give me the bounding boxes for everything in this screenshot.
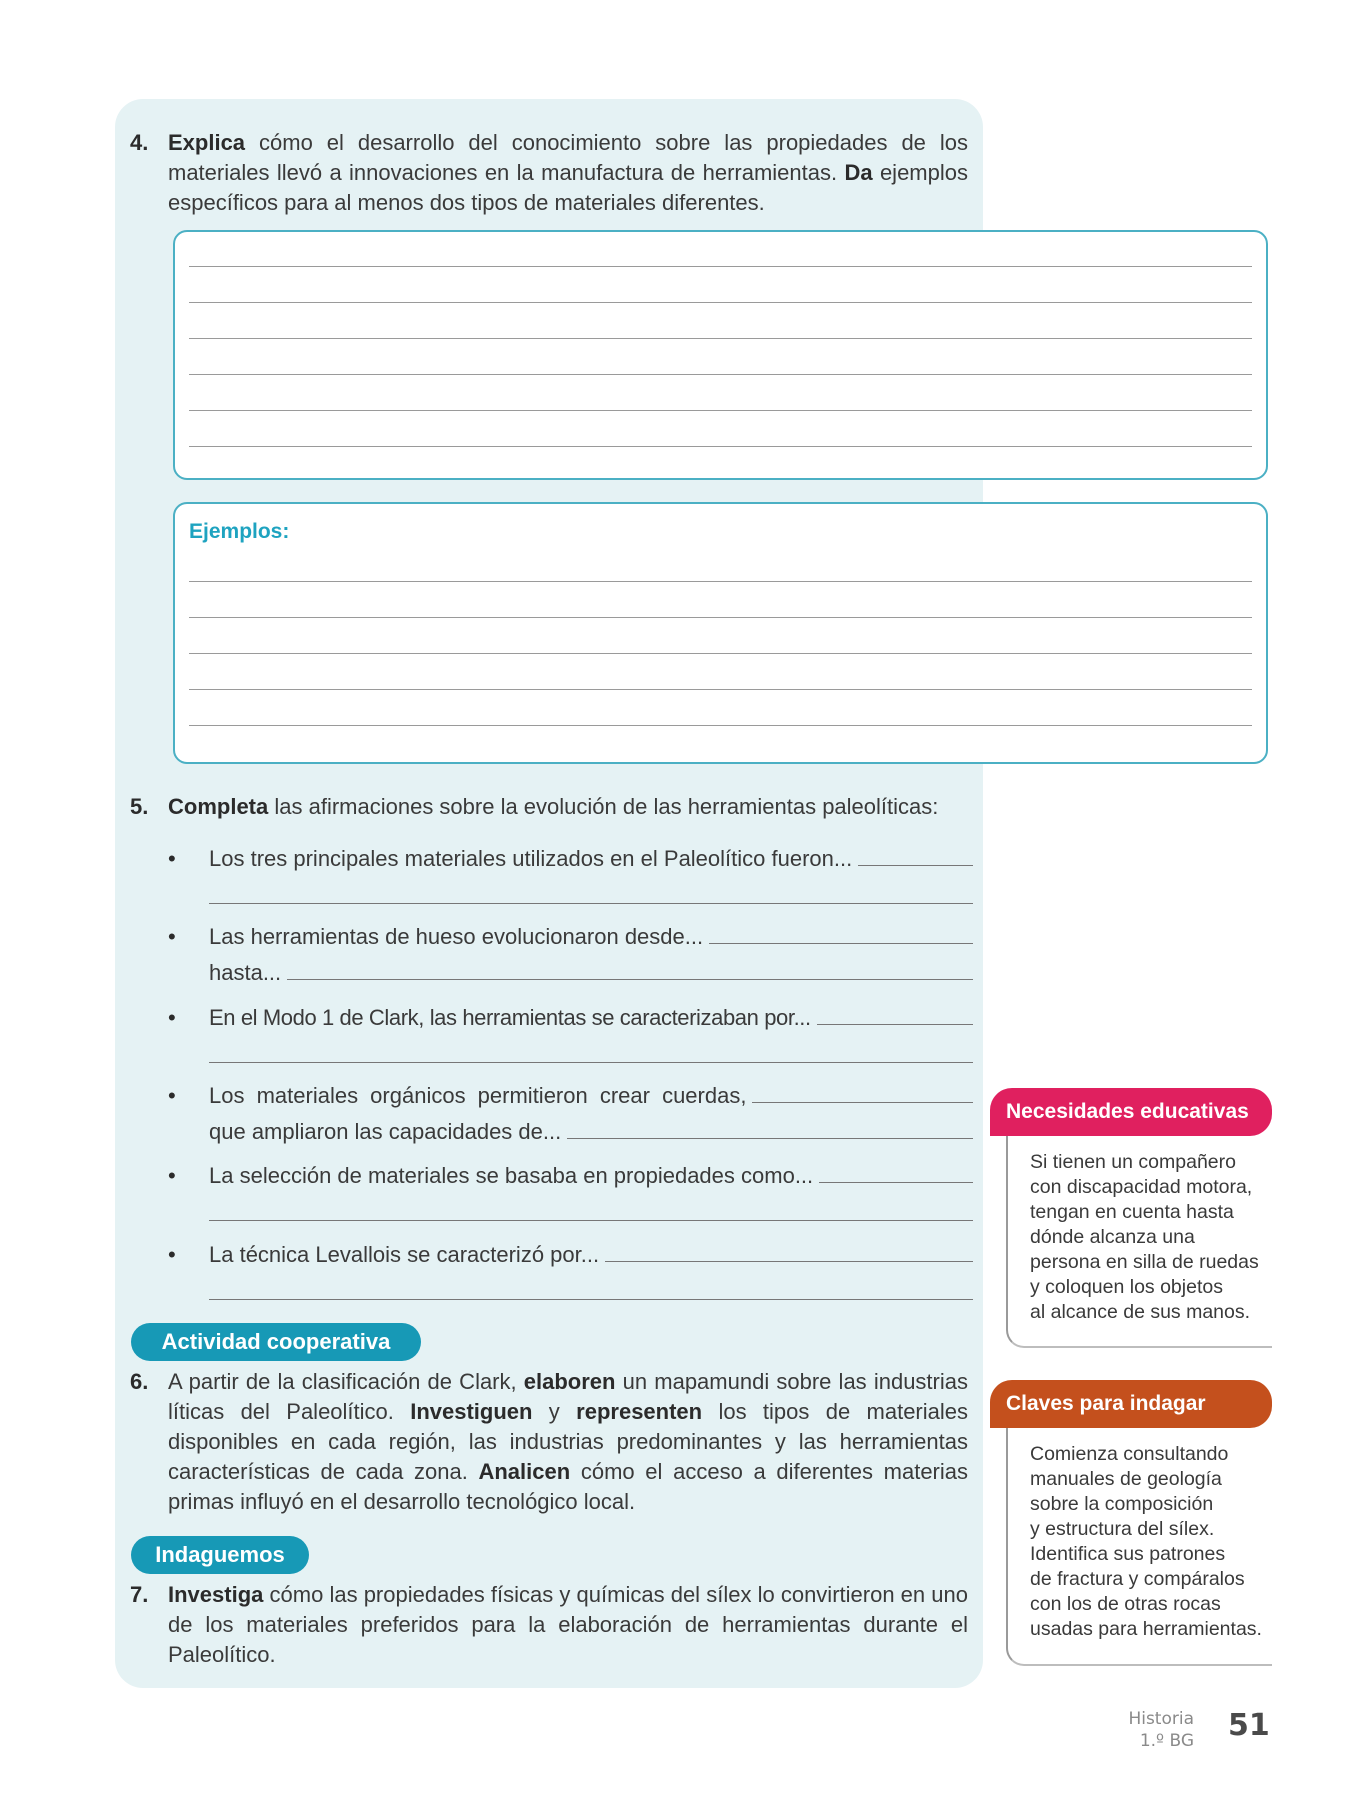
- blank-field[interactable]: [858, 842, 973, 866]
- answer-box-examples[interactable]: [173, 502, 1268, 764]
- inquiry-label: Indaguemos: [131, 1536, 309, 1574]
- blank-field[interactable]: [287, 956, 973, 980]
- instruction-verb: Explica: [168, 130, 246, 155]
- writing-line: [189, 581, 1252, 582]
- question-6: 6. A partir de la clasificación de Clark, elaboren un mapamundi sobre las industrias líticas del Paleolítico. Investiguen y representen los tipos de materiales disponibles en cada región, las industrias predominantes y las herramientas características de cada zona. Analicen cómo el acceso a diferentes materias primas influyó en el desarrollo tecnológico local.: [130, 1369, 969, 1514]
- bullet-icon: •: [168, 846, 176, 871]
- blank-field[interactable]: [819, 1159, 973, 1183]
- bullet-icon: •: [168, 1083, 176, 1108]
- bullet-item: • Los materiales orgánicos permitieron crear cuerdas, que ampliaron las capacidades de...: [168, 1078, 973, 1150]
- blank-field[interactable]: [209, 1220, 973, 1221]
- examples-title: Ejemplos:: [189, 520, 290, 543]
- blank-field[interactable]: [567, 1115, 973, 1139]
- question-number: 4.: [130, 130, 149, 155]
- instruction-verb: Investiga: [168, 1582, 264, 1607]
- bullet-item: • Las herramientas de hueso evolucionaron desde... hasta...: [168, 919, 973, 991]
- blank-field[interactable]: [752, 1079, 973, 1103]
- bullet-icon: •: [168, 924, 176, 949]
- bullet-icon: •: [168, 1005, 176, 1030]
- bullet-icon: •: [168, 1242, 176, 1267]
- footer-grade: 1.º BG: [1139, 1731, 1194, 1751]
- writing-line: [189, 410, 1252, 411]
- writing-line: [189, 653, 1252, 654]
- blank-field[interactable]: [209, 903, 973, 904]
- instruction-verb: Completa: [168, 794, 269, 819]
- blank-field[interactable]: [209, 1299, 973, 1300]
- answer-box-explanation[interactable]: [173, 230, 1268, 480]
- bullet-item: • Los tres principales materiales utilizados en el Paleolítico fueron...: [168, 841, 973, 911]
- writing-line: [189, 266, 1252, 267]
- writing-line: [189, 617, 1252, 618]
- blank-field[interactable]: [605, 1238, 973, 1262]
- writing-line: [189, 374, 1252, 375]
- question-7: 7. Investiga cómo las propiedades físicas y químicas del sílex lo convirtieron en uno de los materiales preferidos para la elaboración de herramientas durante el Paleolítico.: [130, 1582, 968, 1667]
- inquiry-keys-note: Comienza consultando manuales de geología sobre la composición y estructura del sílex. Identifica sus patrones de fractura y compáralos con los de otras rocas usadas para herramientas.: [1006, 1428, 1272, 1666]
- blank-field[interactable]: [209, 1062, 973, 1063]
- bullet-icon: •: [168, 1163, 176, 1188]
- page-number: 51: [1228, 1708, 1270, 1743]
- blank-field[interactable]: [817, 1001, 973, 1025]
- question-number: 5.: [130, 794, 149, 819]
- question-number: 6.: [130, 1369, 149, 1394]
- blank-field[interactable]: [709, 920, 973, 944]
- instruction-verb: Da: [844, 160, 873, 185]
- writing-line: [189, 338, 1252, 339]
- writing-line: [189, 446, 1252, 447]
- cooperative-activity-label: Actividad cooperativa: [131, 1323, 421, 1361]
- question-5: 5. Completa las afirmaciones sobre la evolución de las herramientas paleolíticas:: [168, 792, 968, 822]
- question-number: 7.: [130, 1582, 149, 1607]
- bullet-item: • La selección de materiales se basaba en propiedades como...: [168, 1158, 973, 1228]
- footer-subject: Historia: [1128, 1709, 1194, 1729]
- writing-line: [189, 689, 1252, 690]
- special-needs-title: Necesidades educativas: [990, 1088, 1272, 1136]
- writing-line: [189, 725, 1252, 726]
- bullet-item: • En el Modo 1 de Clark, las herramientas se caracterizaban por...: [168, 1000, 973, 1070]
- special-needs-note: Si tienen un compañero con discapacidad motora, tengan en cuenta hasta dónde alcanza una persona en silla de ruedas y coloquen los objetos al alcance de sus manos.: [1006, 1136, 1272, 1348]
- bullet-item: • La técnica Levallois se caracterizó por...: [168, 1237, 973, 1307]
- question-4: 4. Explica cómo el desarrollo del conocimiento sobre las propiedades de los materiales llevó a innovaciones en la manufactura de herramientas. Da ejemplos específicos para al menos dos tipos de materiales diferentes.: [130, 130, 968, 215]
- inquiry-keys-title: Claves para indagar: [990, 1380, 1272, 1428]
- writing-line: [189, 302, 1252, 303]
